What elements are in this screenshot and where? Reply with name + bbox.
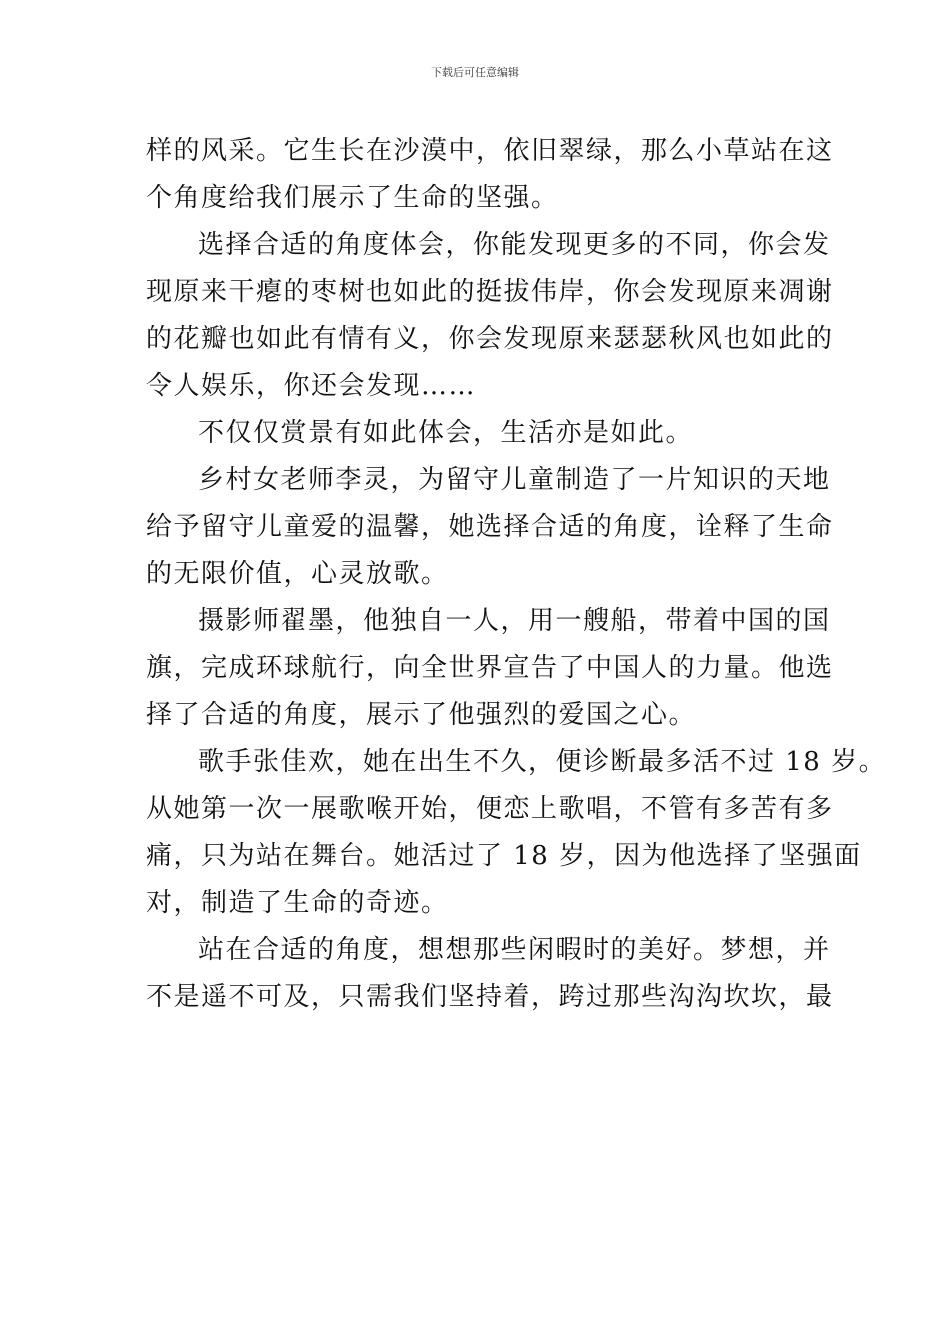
- text-line: 择了合适的角度，展示了他强烈的爱国之心。: [146, 700, 697, 730]
- body-text: [146, 128, 887, 1021]
- text-line: 不是遥不可及，只需我们坚持着，跨过那些沟沟坎坎，最: [146, 982, 834, 1012]
- text-line: 令人娱乐，你还会发现……: [146, 371, 477, 401]
- text-line: 给予留守儿童爱的温馨，她选择合适的角度，诠释了生命: [146, 512, 834, 542]
- text-line: 乡村女老师李灵，为留守儿童制造了一片知识的天地: [198, 465, 831, 495]
- text-line: 痛，只为站在舞台。她活过了 18 岁，因为他选择了坚强面: [146, 841, 862, 871]
- text-line: 对，制造了生命的奇迹。: [146, 888, 449, 918]
- text-line: 个角度给我们展示了生命的坚强。: [146, 183, 559, 213]
- text-line: 选择合适的角度体会，你能发现更多的不同，你会发: [198, 230, 831, 260]
- text-line: 不仅仅赏景有如此体会，生活亦是如此。: [198, 418, 694, 448]
- page-header: 下载后可任意编辑: [431, 66, 519, 79]
- text-line: 现原来干瘪的枣树也如此的挺拔伟岸，你会发现原来凋谢: [146, 277, 834, 307]
- text-line: 歌手张佳欢，她在出生不久，便诊断最多活不过 18 岁。: [198, 747, 887, 777]
- text-line: 的花瓣也如此有情有义，你会发现原来瑟瑟秋风也如此的: [146, 324, 834, 354]
- text-line: 样的风采。它生长在沙漠中，依旧翠绿，那么小草站在这: [146, 136, 834, 166]
- text-line: 的无限价值，心灵放歌。: [146, 559, 449, 589]
- text-line: 从她第一次一展歌喉开始，便恋上歌唱，不管有多苦有多: [146, 794, 834, 824]
- text-line: 旗，完成环球航行，向全世界宣告了中国人的力量。他选: [146, 653, 834, 683]
- text-line: 摄影师翟墨，他独自一人，用一艘船，带着中国的国: [198, 606, 831, 636]
- text-line: 站在合适的角度，想想那些闲暇时的美好。梦想，并: [198, 935, 831, 965]
